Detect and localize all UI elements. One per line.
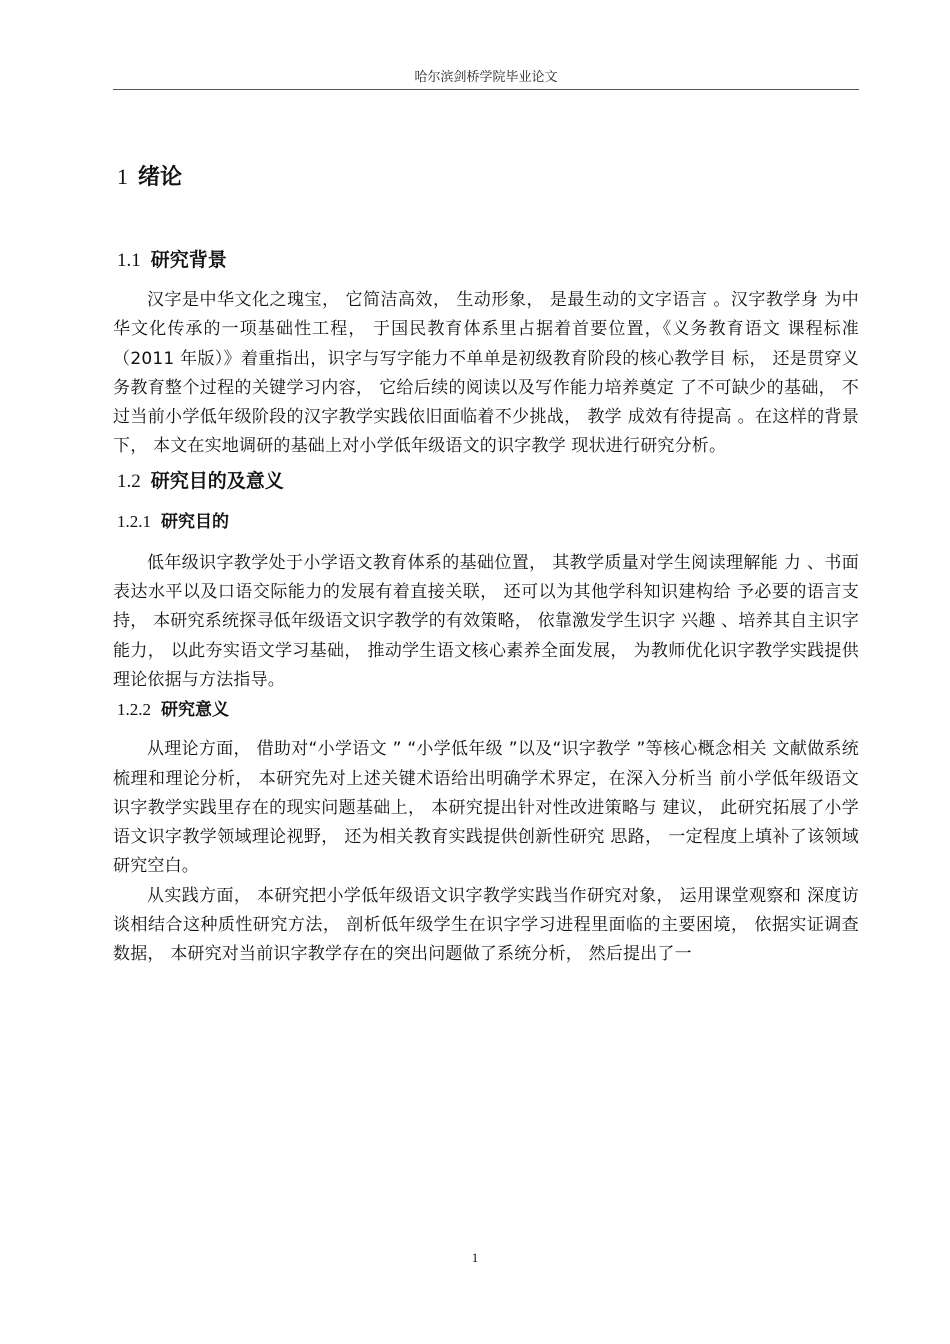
section-heading	[113, 243, 859, 278]
paragraph: 从实践方面， 本研究把小学低年级语文识字教学实践当作研究对象， 运用课堂观察和 深度访谈相结合这种质性研究方法， 剖析低年级学生在识字学习进程里面临的主要困境， 依据实证调查数据， 本研究对当前识字教学存在的突出问题做了系统分析， 然后提出了一	[113, 885, 859, 965]
section-title: 研究目的及意义	[150, 469, 284, 492]
subsection-number: 1.2.2	[117, 700, 151, 720]
section-number: 1.1	[117, 250, 141, 271]
page-number: 1	[471, 1250, 479, 1265]
subsection-title: 研究目的	[161, 511, 229, 532]
paragraph: 从理论方面， 借助对“小学语文 ” “小学低年级 ”以及“识字教学 ”等核心概念相关 文献做系统梳理和理论分析， 本研究先对上述关键术语给出明确学术界定，在深入分析当 前小学低年级语文识字教学实践里存在的现实问题基础上， 本研究提出针对性改进策略与 建议， 此研究拓展了小学语文识字教学领域理论视野， 还为相关教育实践提供创新性研究 思路， 一定程度上填补了该领域研究空白。	[113, 739, 859, 877]
paragraph: 汉字是中华文化之瑰宝， 它简洁高效， 生动形象， 是最生动的文字语言 。汉字教学身 为中华文化传承的一项基础性工程， 于国民教育体系里占据着首要位置，《义务教育语文 课程标准（2011 年版）》着重指出，识字与写字能力不单单是初级教育阶段的核心教学目 标， 还是贯穿义务教育整个过程的关键学习内容， 它给后续的阅读以及写作能力培养奠定 了不可缺少的基础， 不过当前小学低年级阶段的汉字教学实践依旧面临着不少挑战， 教学 成效有待提高 。在这样的背景下， 本文在实地调研的基础上对小学低年级语文的识字教学 现状进行研究分析。	[113, 290, 859, 457]
document-body	[113, 150, 859, 970]
subsection-number: 1.2.1	[117, 511, 151, 531]
chapter-title: 绪论	[138, 165, 183, 190]
subsection-heading	[113, 695, 859, 725]
chapter-number: 1	[117, 164, 128, 189]
chapter-heading	[113, 150, 859, 205]
section-title: 研究背景	[150, 249, 227, 271]
subsection-heading	[113, 507, 859, 537]
section-number: 1.2	[117, 470, 141, 492]
page-header: 哈尔滨剑桥学院毕业论文	[113, 66, 859, 90]
subsection-title: 研究意义	[161, 700, 229, 721]
section-heading	[113, 464, 859, 499]
paragraph: 低年级识字教学处于小学语文教育体系的基础位置， 其教学质量对学生阅读理解能 力 、书面表达水平以及口语交际能力的发展有着直接关联， 还可以为其他学科知识建构给 予必要的语言支持， 本研究系统探寻低年级语文识字教学的有效策略， 依靠激发学生识字 兴趣 、培养其自主识字能力， 以此夯实语文学习基础， 推动学生语文核心素养全面发展， 为教师优化识字教学实践提供理论依据与方法指导。	[113, 552, 859, 690]
